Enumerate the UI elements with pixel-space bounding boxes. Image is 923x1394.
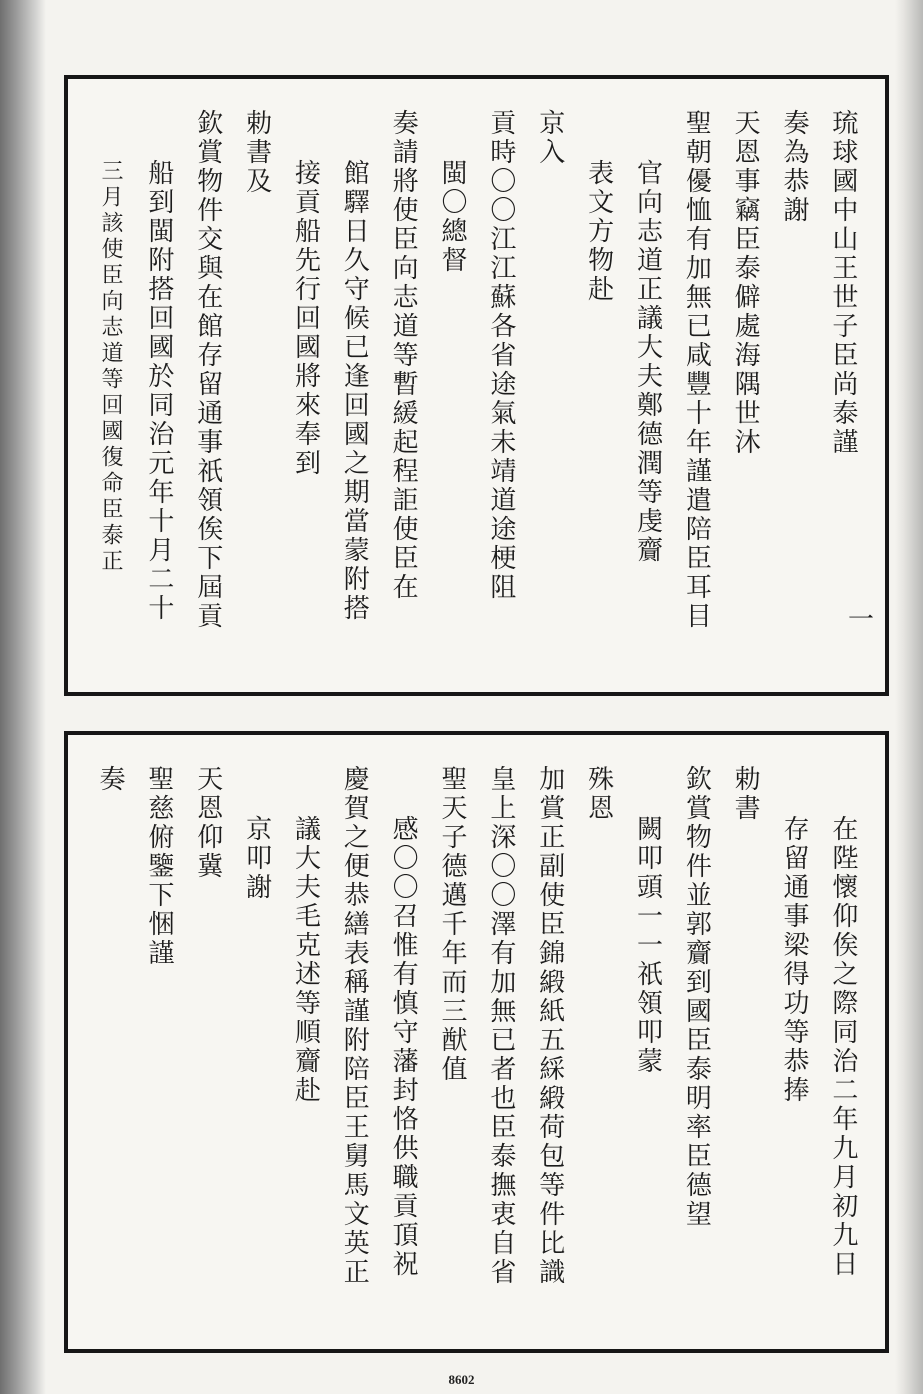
- top-panel-columns: [90, 109, 863, 672]
- text-column: 貢時〇〇江江蘇各省途氣未靖道途梗阻: [485, 109, 516, 602]
- text-column: 表文方物赴: [583, 159, 614, 304]
- text-column: 接貢船先行回國將來奉到: [290, 159, 321, 478]
- text-column: 勅書及: [241, 109, 272, 196]
- binding-gutter-shadow: [0, 0, 46, 1394]
- text-column: 議大夫毛克述等順齎赴: [290, 815, 321, 1105]
- text-column: 慶賀之便恭繕表稱謹附陪臣王舅馬文英正: [339, 765, 370, 1287]
- side-mark: 一: [848, 605, 875, 635]
- text-column: 欽賞物件交與在館存留通事祇領俟下屆貢: [192, 109, 223, 631]
- text-column: 聖慈俯鑒下悃謹: [143, 765, 174, 968]
- text-column: 京入: [534, 109, 565, 167]
- text-column: 殊恩: [583, 765, 614, 823]
- text-column: 存留通事梁得功等恭捧: [779, 815, 810, 1105]
- bottom-document-panel: [64, 731, 889, 1353]
- text-column: 皇上深〇〇澤有加無已者也臣泰撫衷自省: [485, 765, 516, 1287]
- text-column: 聖天子德邁千年而三猷值: [437, 765, 468, 1084]
- text-column: 聖朝優恤有加無已咸豐十年謹遣陪臣耳目: [681, 109, 712, 631]
- text-column: 京叩謝: [241, 815, 272, 902]
- text-column: 天恩事竊臣泰僻處海隅世沐: [730, 109, 761, 457]
- text-column: 天恩仰冀: [192, 765, 223, 881]
- text-column: 館驛日久守候已逢回國之期當蒙附搭: [339, 159, 370, 623]
- text-column: 感〇〇召惟有慎守藩封恪供職貢頂祝: [388, 815, 419, 1279]
- page-edge-shadow: [895, 0, 923, 1394]
- text-column: 勅書: [730, 765, 761, 823]
- text-column: 奏請將使臣向志道等暫緩起程詎使臣在: [388, 109, 419, 602]
- text-column: 闕叩頭一一祇領叩蒙: [632, 815, 663, 1076]
- top-document-panel: [64, 75, 889, 696]
- text-column: 欽賞物件並郭齎到國臣泰明率臣德望: [681, 765, 712, 1229]
- text-column: 奏為恭謝: [779, 109, 810, 225]
- text-column: 在陛懷仰俟之際同治二年九月初九日: [827, 815, 858, 1279]
- text-column: 官向志道正議大夫鄭德潤等虔齎: [632, 159, 663, 565]
- text-column: 奏: [95, 765, 125, 794]
- page-number: 8602: [448, 1372, 475, 1387]
- text-column: 閩〇總督: [437, 159, 468, 275]
- text-column: 三月該使臣向志道等回國復命臣泰正: [98, 159, 123, 575]
- text-column: 船到閩附搭回國於同治元年十月二十: [143, 159, 174, 623]
- text-column: 琉球國中山王世子臣尚泰謹: [827, 109, 858, 457]
- text-column: 加賞正副使臣錦緞紙五綵緞荷包等件比識: [534, 765, 565, 1287]
- bottom-panel-columns: [90, 765, 863, 1329]
